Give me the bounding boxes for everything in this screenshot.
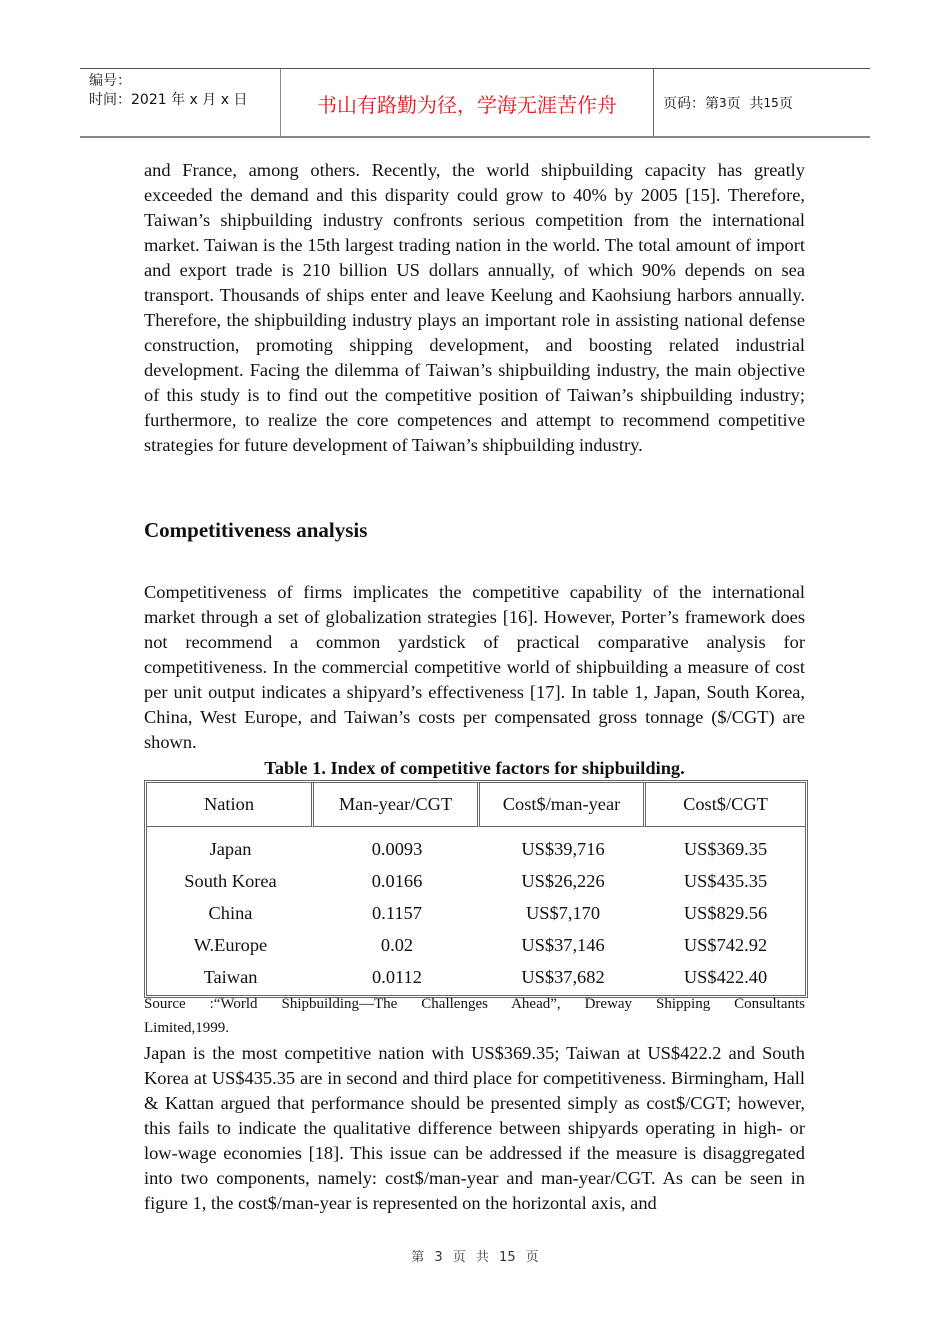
paragraph-competitiveness: Competitiveness of firms implicates the competitive capability of the international market through a set of globalization strategies [16]. However, Porter’s framework does not recommend a common yardstick of practical comparative analysis for competitiveness. In the commercial competitive world of shipbuilding a measure of cost per unit output indicates a shipyard’s effectiveness [17]. In table 1, Japan, South Korea, China, West Europe, and Taiwan’s costs per compensated gross tonnage ($/CGT) are shown. — [144, 582, 805, 752]
table-cell: US$37,682 — [521, 966, 605, 987]
page-label-mid: 页 共 — [726, 95, 764, 112]
table-cell: US$829.56 — [683, 902, 768, 923]
doc-number-label: 编号： — [89, 73, 131, 89]
table-cell: US$39,716 — [521, 838, 605, 859]
competitive-factors-table — [144, 780, 808, 998]
table-caption: Table 1. Index of competitive factors for shipbuilding. — [264, 758, 685, 778]
header-meta — [80, 69, 281, 136]
table-cell: Taiwan — [203, 966, 258, 987]
table-cell: US$37,146 — [521, 934, 605, 955]
table-cell: South Korea — [184, 870, 277, 891]
table-source — [144, 992, 805, 1040]
table-cell: 0.02 — [380, 934, 414, 955]
table-cell: US$369.35 — [683, 838, 768, 859]
table-cell: Japan — [209, 838, 252, 859]
source-line-1: Source :“World Shipbuilding—The Challenges Ahead”, Dreway Shipping Consultants — [144, 996, 805, 1012]
header-page-number — [654, 69, 870, 136]
column-header: Man-year/CGT — [314, 783, 480, 827]
table-row — [147, 865, 805, 897]
header-motto: 书山有路勤为径，学海无涯苦作舟 — [281, 69, 654, 136]
page-footer: 第 3 页 共 15 页 — [411, 1250, 539, 1265]
table-cell: 0.0166 — [371, 870, 423, 891]
table-cell: 0.0112 — [372, 966, 422, 987]
page-total: 15 — [763, 95, 779, 110]
table-row — [147, 827, 805, 865]
column-header: Cost$/CGT — [646, 783, 805, 827]
section-heading: Competitiveness analysis — [144, 518, 368, 542]
table-cell: W.Europe — [193, 934, 268, 955]
paragraph-intro: and France, among others. Recently, the world shipbuilding capacity has greatly exceeded the demand and this disparity could grow to 40% by 2005 [15]. Therefore, Taiwan’s shipbuilding industry confronts serious competition from the international market. Taiwan is the 15th largest trading nation in the world. The total amount of import and export trade is 210 billion US dollars annually, of which 90% depends on sea transport. Thousands of ships enter and leave Keelung and Kaohsiung harbors annually. Therefore, the shipbuilding industry plays an important role in assisting national defense construction, promoting shipping development, and boosting related industrial development. Facing the dilemma of Taiwan’s shipbuilding industry, the main objective of this study is to find out the competitive position of Taiwan’s shipbuilding industry; furthermore, to realize the core competences and attempt to recommend competitive strategies for future development of Taiwan’s shipbuilding industry. — [144, 160, 805, 455]
table-cell: 0.1157 — [372, 902, 422, 923]
table-cell: US$742.92 — [683, 934, 768, 955]
table-cell: China — [208, 902, 253, 923]
table-cell: 0.0093 — [371, 838, 423, 859]
table-row — [147, 897, 805, 929]
table-cell: US$7,170 — [525, 902, 601, 923]
page-label-suffix: 页 — [778, 95, 793, 112]
column-header: Cost$/man-year — [480, 783, 646, 827]
paragraph-analysis: Japan is the most competitive nation with US$369.35; Taiwan at US$422.2 and South Korea at US$435.35 are in second and third place for competitiveness. Birmingham, Hall & Kattan argued that performance should be presented simply as cost$/CGT; however, this fails to indicate the qualitative difference between shipyards operating in high- or low-wage economies [18]. This issue can be addressed if the measure is disaggregated into two components, namely: cost$/man-year and man-year/CGT. As can be seen in figure 1, the cost$/man-year is represented on the horizontal axis, and — [144, 1043, 805, 1213]
table-cell: US$26,226 — [521, 870, 605, 891]
table-cell: US$422.40 — [683, 966, 768, 987]
page-header — [80, 68, 870, 138]
source-line-2: Limited,1999. — [144, 1020, 229, 1036]
table-row — [147, 961, 805, 995]
page-label-prefix: 页码：第 — [663, 95, 719, 112]
table-header-row — [147, 783, 805, 827]
table-cell: US$435.35 — [683, 870, 768, 891]
page-current: 3 — [719, 95, 727, 110]
table-row — [147, 929, 805, 961]
date-label: 时间：2021 年 x 月 x 日 — [89, 92, 248, 108]
column-header: Nation — [147, 783, 314, 827]
